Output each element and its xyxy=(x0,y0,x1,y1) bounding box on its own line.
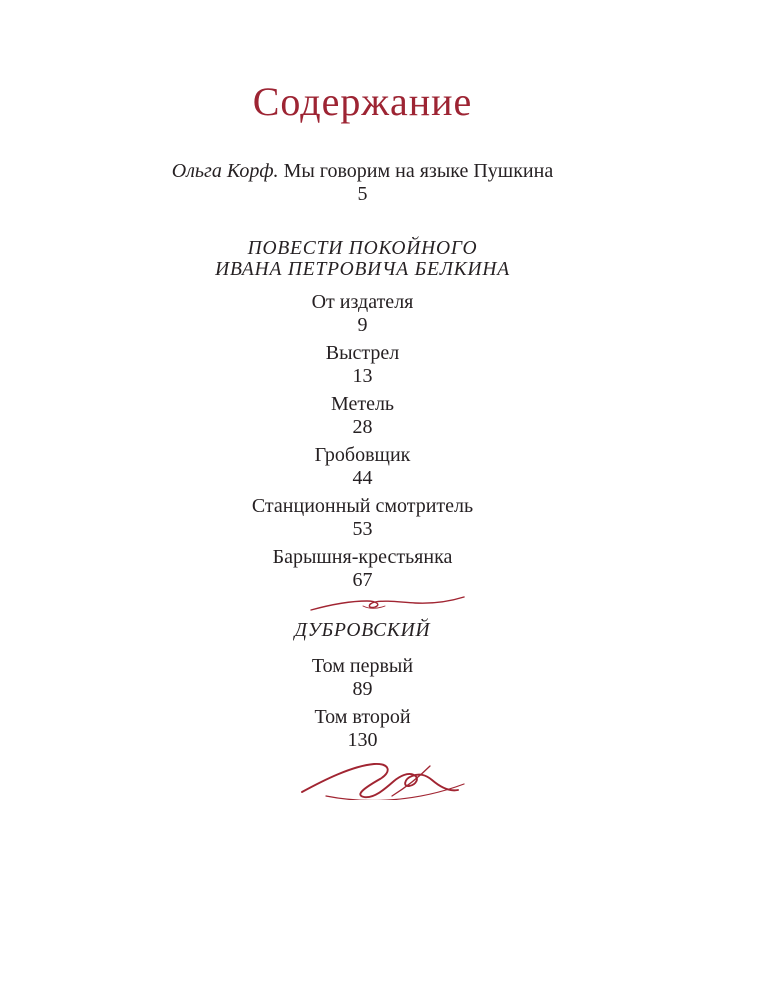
toc-entry xyxy=(0,706,725,752)
toc-item-list xyxy=(0,291,725,592)
toc-entry-title: Метель xyxy=(330,393,395,415)
toc-entry xyxy=(0,342,725,388)
toc-entry-title xyxy=(0,160,725,183)
toc-entry-page: 130 xyxy=(347,729,378,751)
toc-entry-title: Том второй xyxy=(314,706,411,728)
section-heading-dubrovsky xyxy=(0,620,725,641)
toc-entry-author: Ольга Корф. xyxy=(171,160,279,182)
toc-entry-title: Гробовщик xyxy=(314,444,411,466)
section-heading-line: ИВАНА ПЕТРОВИЧА БЕЛКИНА xyxy=(215,259,510,280)
section-divider xyxy=(0,594,725,616)
toc-entry xyxy=(0,495,725,541)
toc-entry-title: От издателя xyxy=(311,291,414,313)
toc-entry-title-text: Мы говорим на языке Пушкина xyxy=(278,160,554,182)
end-ornament xyxy=(0,758,725,800)
toc-entry xyxy=(0,655,725,701)
toc-section-dubrovsky xyxy=(0,620,725,752)
toc-page xyxy=(0,78,725,800)
toc-entry-title: Станционный смотритель xyxy=(251,495,474,517)
toc-entry-page: 67 xyxy=(352,569,373,591)
toc-entry-page: 28 xyxy=(352,416,373,438)
section-heading-belkin xyxy=(0,238,725,280)
toc-entry-page: 13 xyxy=(352,365,373,387)
toc-entry-page: 89 xyxy=(352,678,373,700)
flourish-divider-icon xyxy=(307,594,467,616)
toc-entry xyxy=(0,393,725,439)
toc-entry-title: Барышня-крестьянка xyxy=(272,546,453,568)
toc-section-belkin xyxy=(0,238,725,592)
toc-entry xyxy=(0,444,725,490)
toc-entry-title: Выстрел xyxy=(325,342,400,364)
section-heading-line: ДУБРОВСКИЙ xyxy=(294,620,431,641)
toc-entry-page: 44 xyxy=(352,467,373,489)
toc-entry xyxy=(0,546,725,592)
signature-flourish-icon xyxy=(296,758,468,800)
toc-item-list xyxy=(0,655,725,752)
section-heading-line: ПОВЕСТИ ПОКОЙНОГО xyxy=(247,238,478,259)
toc-entry-page: 9 xyxy=(357,314,368,336)
toc-entry-title: Том первый xyxy=(311,655,414,677)
page-title: Содержание xyxy=(252,79,473,124)
toc-entry-intro xyxy=(0,160,725,206)
toc-entry-page: 5 xyxy=(357,183,368,205)
toc-entry xyxy=(0,291,725,337)
toc-entry-page: 53 xyxy=(352,518,373,540)
